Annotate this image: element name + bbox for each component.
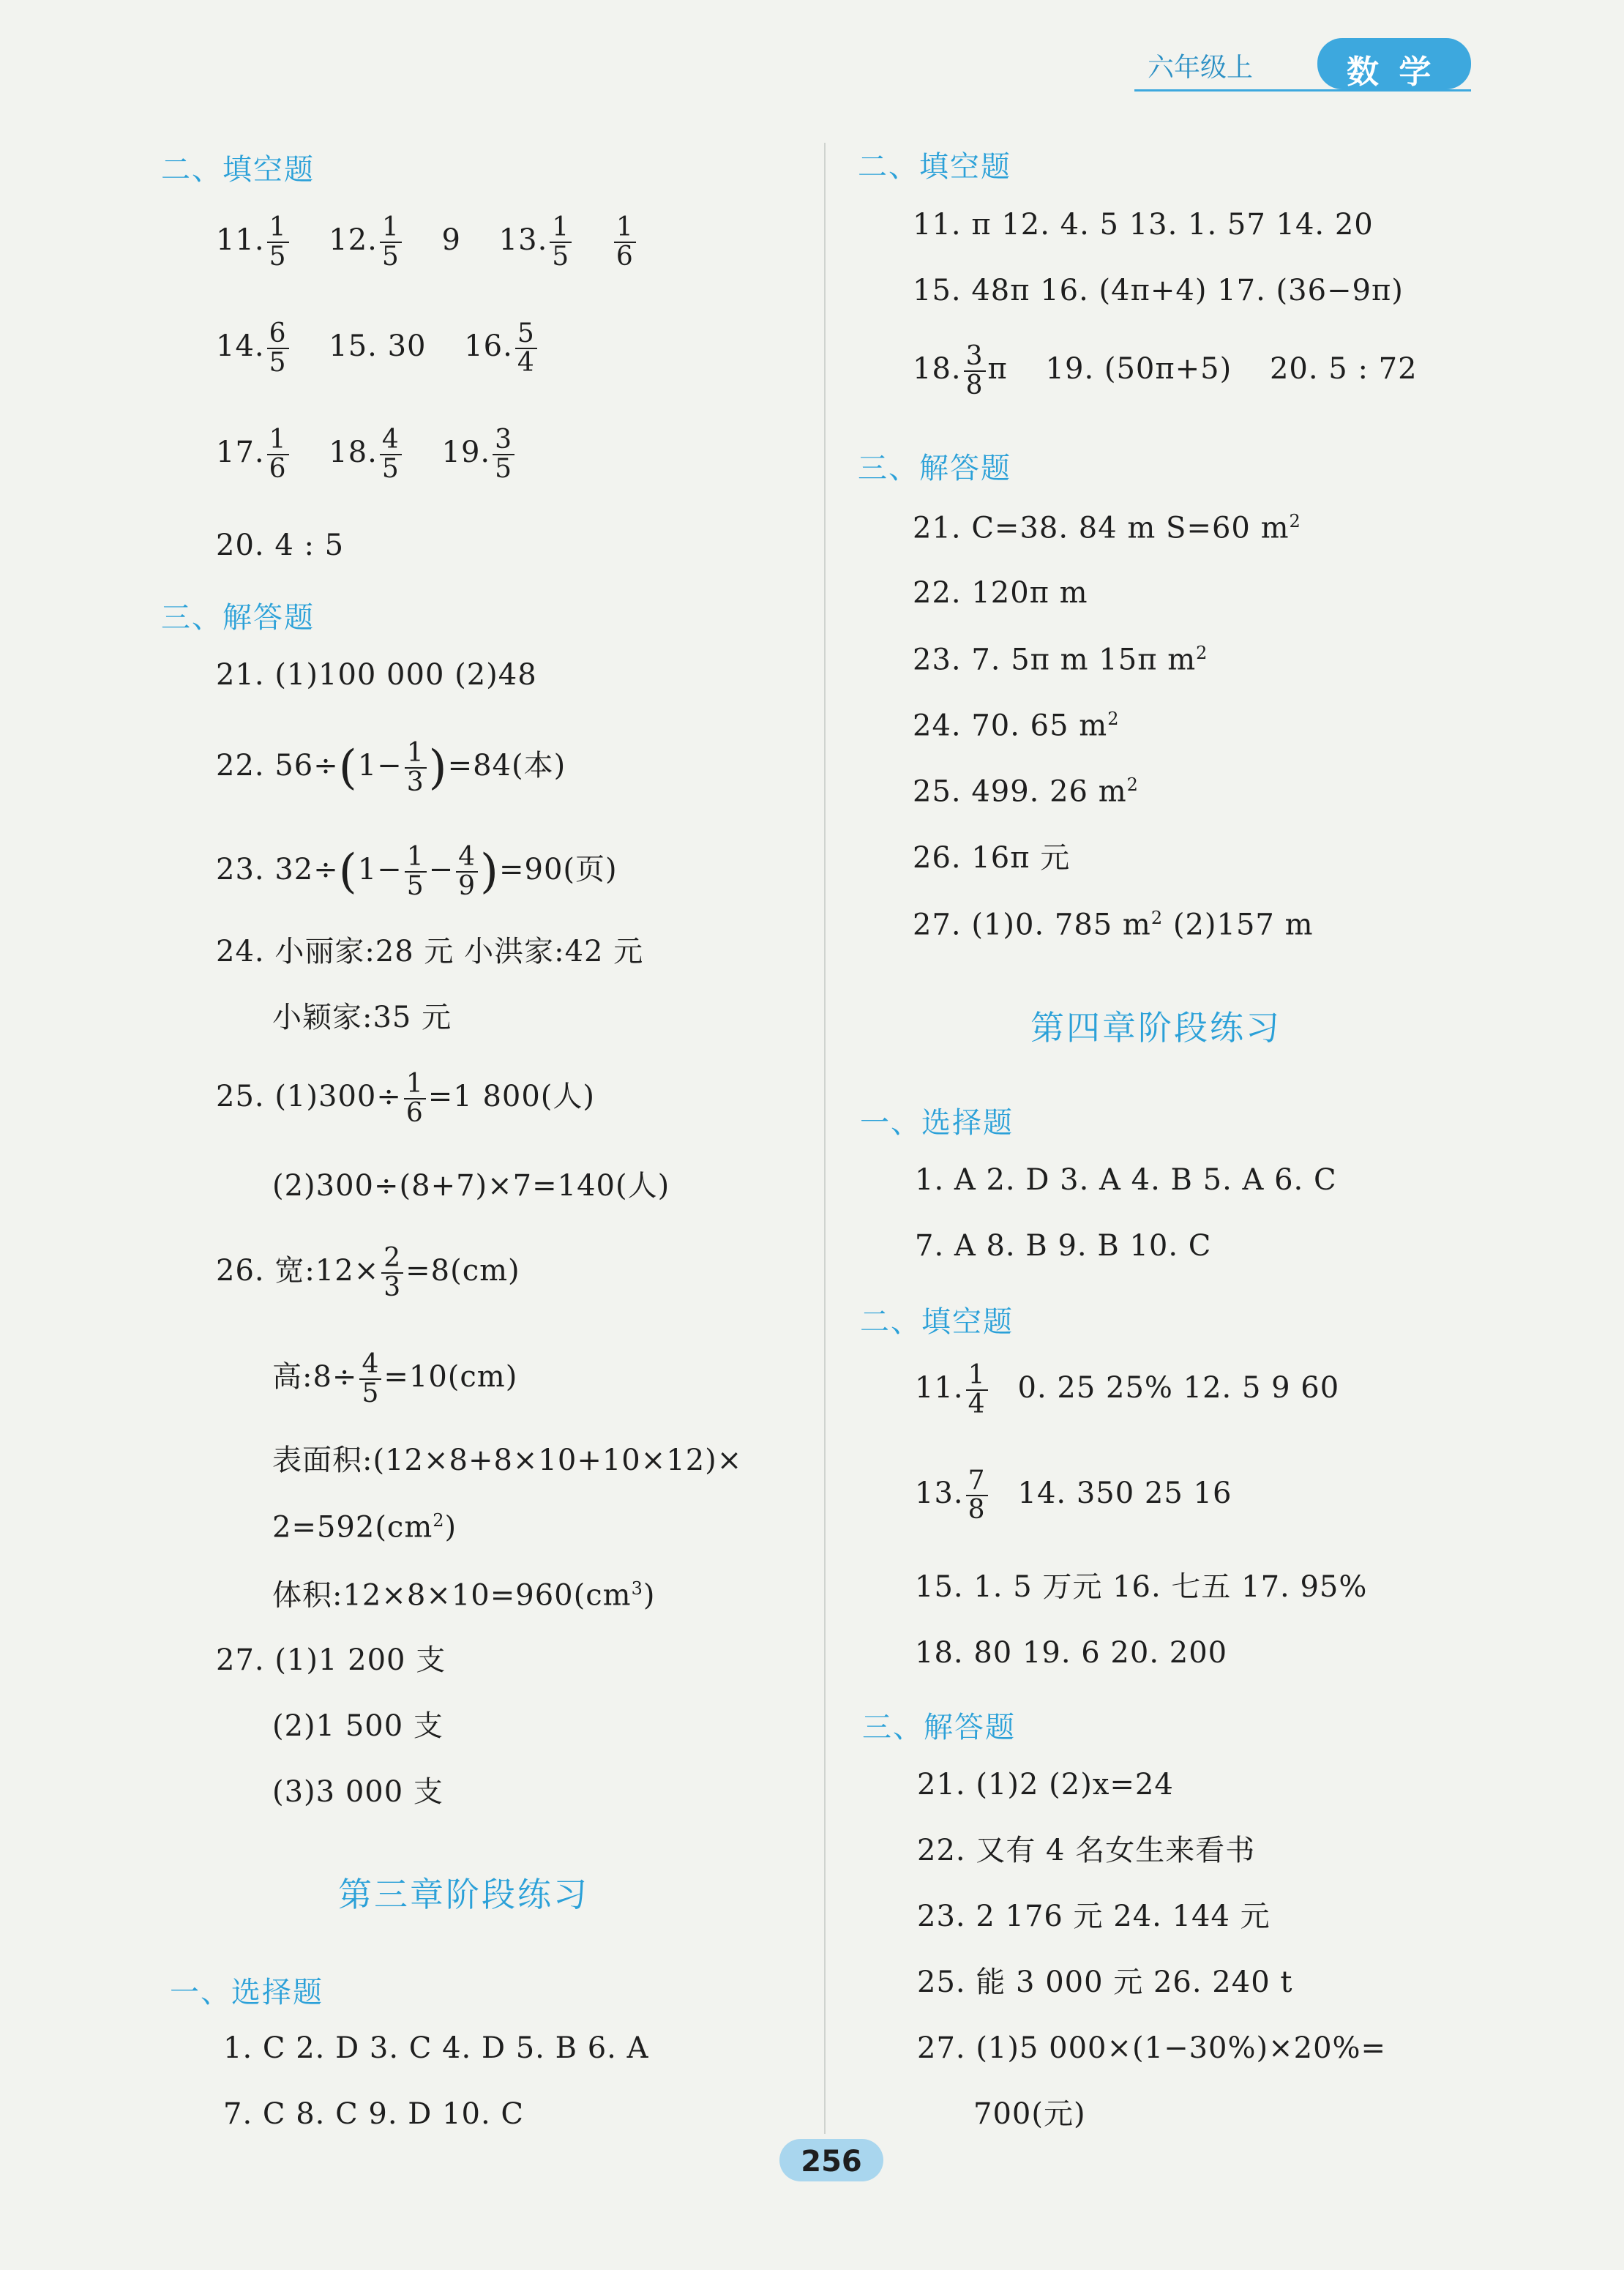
page-number: 256: [801, 2145, 862, 2178]
left-q23: 23. 32÷(1− $\frac{1}{5}$ − $\frac{4}{9}$ )=90(页): [216, 842, 618, 901]
right-section-fill: 二、填空题: [858, 150, 1011, 184]
right-s27b: 700(元): [973, 2097, 1086, 2131]
right-choice-row1: 1. A 2. D 3. A 4. B 5. A 6. C: [915, 1163, 1337, 1197]
right-f13: 13. $\frac{7}{8}$ 14. 350 25 16: [915, 1466, 1232, 1525]
right-section-choice: 一、选择题: [860, 1106, 1014, 1140]
right-f15: 15. 1. 5 万元 16. 七五 17. 95%: [915, 1570, 1368, 1604]
right-f18: 18. 80 19. 6 20. 200: [915, 1636, 1228, 1670]
right-r24: 24. 70. 65 $m^2$: [913, 709, 1120, 743]
right-s23: 23. 2 176 元 24. 144 元: [917, 1900, 1271, 1933]
left-q26c: 表面积:(12×8+8×10+10×12)×: [272, 1444, 743, 1477]
left-section-fill: 二、填空题: [161, 153, 315, 187]
right-r18: 18. $\frac{3}{8}$ π 19. (50π+5) 20. 5 : 72: [913, 341, 1418, 400]
left-chapter3-title: 第三章阶段练习: [338, 1875, 589, 1914]
left-q20: 20. 4 : 5: [216, 529, 345, 562]
left-q22: 22. 56÷(1− $\frac{1}{3}$ )=84(本): [216, 738, 566, 797]
right-r15: 15. 48π 16. (4π+4) 17. (36−9π): [913, 274, 1404, 307]
left-q14: 14. $\frac{6}{5}$ 15. 30 16. $\frac{5}{4}$: [216, 320, 539, 377]
right-section-fill2: 二、填空题: [860, 1305, 1014, 1339]
left-q17: 17. $\frac{1}{6}$ 18. $\frac{4}{5}$ 19. $\frac{3}{5}$: [216, 426, 517, 483]
left-q26b: 高:8÷ $\frac{4}{5}$ =10(cm): [272, 1349, 518, 1408]
left-q26d: $2=592(cm^2)$: [272, 1510, 457, 1545]
left-choice-row2: 7. C 8. C 9. D 10. C: [223, 2097, 524, 2131]
left-q11: 11. $\frac{1}{5}$ 12. $\frac{1}{5}$ 9 13. $\frac{1}{5}$ $\frac{1}{6}$: [216, 214, 638, 271]
right-f11: 11. $\frac{1}{4}$ 0. 25 25% 12. 5 9 60: [915, 1360, 1340, 1419]
right-r11: 11. π 12. 4. 5 13. 1. 57 14. 20: [913, 208, 1374, 242]
left-q26e: 体积$:12\times 8\times 10=960(cm^3)$: [272, 1578, 656, 1613]
left-q27c: (3)3 000 支: [272, 1775, 444, 1809]
left-q24b: 小颖家:35 元: [272, 1001, 452, 1034]
header-grade: 六年级上: [1148, 53, 1254, 83]
header-subject: 数 学: [1347, 53, 1436, 91]
right-choice-row2: 7. A 8. B 9. B 10. C: [915, 1229, 1212, 1263]
right-s21: 21. (1)2 (2)x=24: [917, 1768, 1174, 1802]
right-r23: 23. 7. 5π m 15π $m^2$: [913, 643, 1208, 677]
left-q27b: (2)1 500 支: [272, 1709, 444, 1743]
left-q27a: 27. (1)1 200 支: [216, 1643, 446, 1677]
left-q25a: 25. (1)300÷ $\frac{1}{6}$ =1 800(人): [216, 1069, 596, 1128]
right-r22: 22. 120π m: [913, 576, 1088, 610]
right-r21: 21. C=38. 84 m S=60 $m^2$: [913, 511, 1301, 545]
left-q25b: (2)300÷(8+7)×7=140(人): [272, 1169, 670, 1203]
right-r27: 27. (1)0. 785 $m^2$ (2)157 m: [913, 908, 1314, 942]
left-choice-row1: 1. C 2. D 3. C 4. D 5. B 6. A: [223, 2031, 649, 2065]
left-q24a: 24. 小丽家:28 元 小洪家:42 元: [216, 935, 644, 968]
right-chapter4-title: 第四章阶段练习: [1030, 1008, 1281, 1048]
right-s27a: 27. (1)5 000×(1−30%)×20%=: [917, 2031, 1387, 2065]
left-q21: 21. (1)100 000 (2)48: [216, 658, 537, 692]
right-section-solve2: 三、解答题: [862, 1711, 1016, 1744]
left-section-choice: 一、选择题: [170, 1976, 323, 2009]
left-section-solve: 三、解答题: [161, 601, 315, 635]
left-q26a: 26. 宽:12× $\frac{2}{3}$ =8(cm): [216, 1243, 520, 1302]
right-section-solve: 三、解答题: [858, 452, 1011, 485]
right-s25: 25. 能 3 000 元 26. 240 t: [917, 1965, 1293, 1999]
right-r25: 25. 499. 26 $m^2$: [913, 774, 1139, 809]
right-s22: 22. 又有 4 名女生来看书: [917, 1834, 1256, 1867]
column-divider: [824, 143, 826, 2134]
right-r26: 26. 16π 元: [913, 841, 1071, 875]
